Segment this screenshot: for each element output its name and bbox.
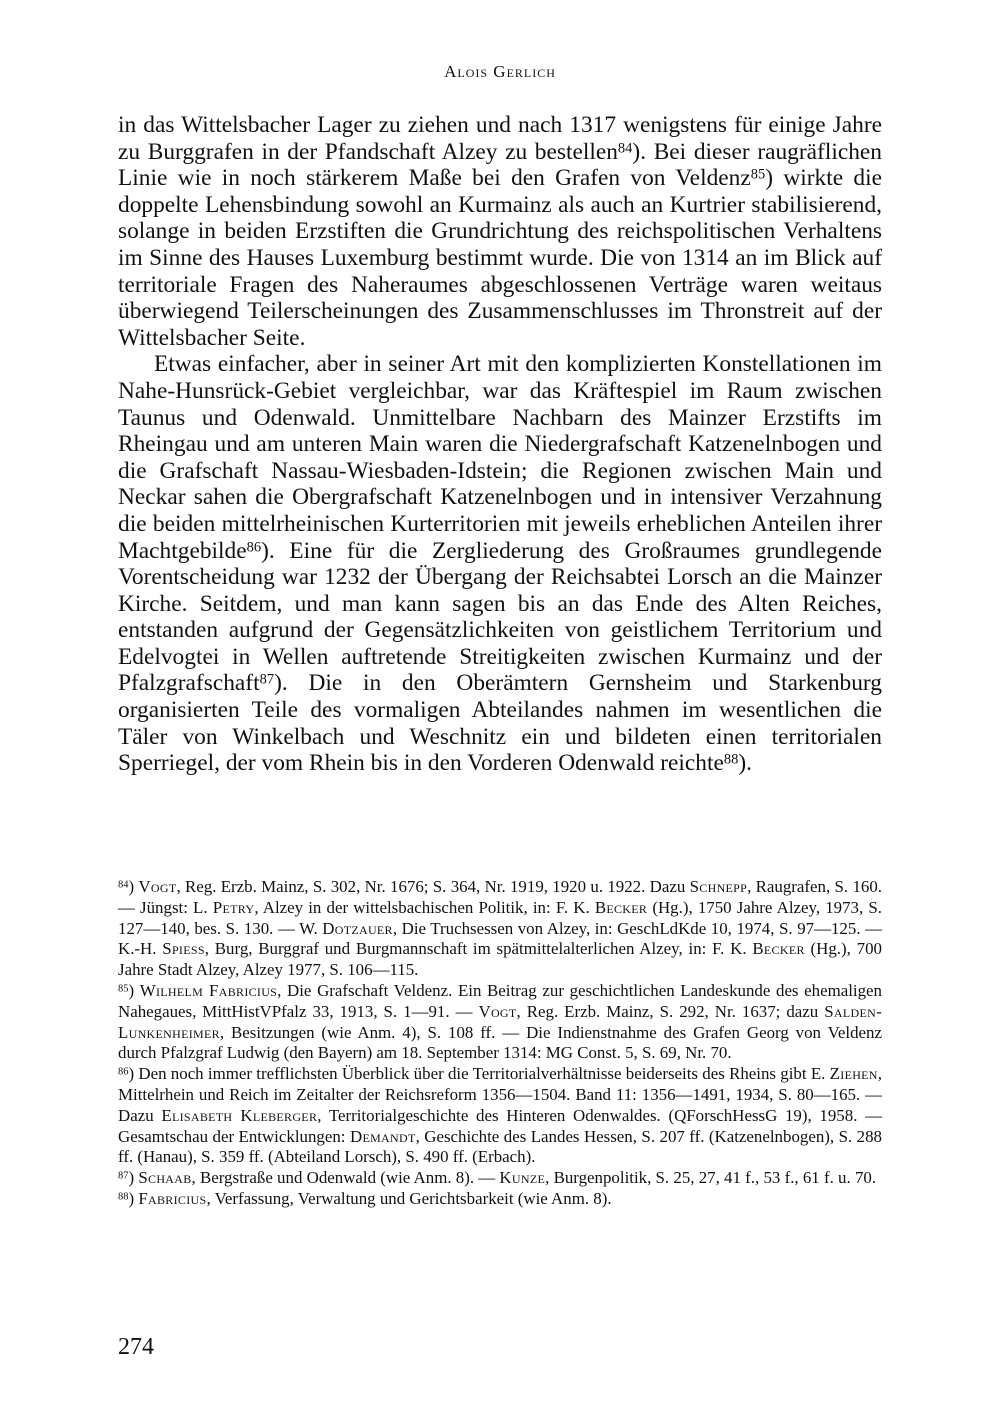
footnote-text: , Reg. Erzb. Mainz, S. 292, Nr. 1637; dazu	[516, 1001, 825, 1021]
footnote-text: , Besitzungen (wie Anm. 4), S. 108 ff. — Die Indienstnahme des Grafen Georg von Veldenz durch Pfalzgraf Ludwig (den Bayern) am 18. September 1314: MG Const. 5, S. 69, Nr. 70.	[118, 1022, 882, 1063]
author-name: Elisabeth Kleberger	[161, 1105, 318, 1125]
footnote-87	[118, 1168, 882, 1189]
footnote-84	[118, 877, 882, 981]
footnote-ref[interactable]: 87	[259, 671, 275, 688]
footnote-mark: 87	[118, 1170, 129, 1182]
footnote-text: , Territorialgeschichte des Hinteren Odenwaldes. (QForschHessG 19), 1958. — Gesamtschau der Entwicklungen:	[118, 1105, 882, 1146]
author-name: Spiess	[162, 939, 205, 959]
main-text	[118, 112, 882, 777]
author-name: Kunze	[499, 1168, 546, 1188]
author-name: Ziehen	[829, 1064, 878, 1084]
paragraph	[118, 351, 882, 777]
footnote-text: (Hg.), 1750 Jahre Alzey, 1973, S. 127—140, bes. S. 130. — W.	[118, 897, 882, 938]
footnote-mark: 86	[118, 1066, 129, 1078]
text-run: ). Bei dieser raugräflichen Linie wie in noch stärkerem Maße bei den Grafen von Veldenz	[118, 138, 882, 192]
author-name: Becker	[752, 939, 805, 959]
footnote-text: , Raugrafen, S. 160. — Jüngst: L.	[118, 877, 882, 917]
footnote-text: , Geschichte des Landes Hessen, S. 207 ff. (Katzenelnbogen), S. 288 ff. (Hanau), S. 359 ff. (Abteiland Lorsch), S. 490 ff. (Erbach).	[118, 1126, 882, 1167]
footnote-text: , Die Truchsessen von Alzey, in: GeschLdKde 10, 1974, S. 97—125. — K.-H.	[118, 918, 882, 959]
author-name: Wilhelm Fabricius	[139, 980, 278, 1000]
footnote-text: ) Den noch immer trefflichsten Überblick über die Territorialverhältnisse beiderseits des Rheins gibt E.	[128, 1064, 830, 1084]
text-run: in das Wittelsbacher Lager zu ziehen und nach 1317 wenigstens für einige Jahre zu Burggrafen in der Pfandschaft Alzey zu bestellen	[118, 112, 882, 165]
running-head: Alois Gerlich	[444, 62, 556, 81]
footnote-86	[118, 1064, 882, 1168]
footnote-ref[interactable]: 84	[617, 140, 633, 157]
text-run: ).	[738, 750, 752, 777]
footnote-text: , Burgenpolitik, S. 25, 27, 41 f., 53 f., 61 f. u. 70.	[545, 1168, 877, 1188]
footnote-text: , Burg, Burggraf und Burgmannschaft im spätmittelalterlichen Alzey, in: F. K.	[204, 939, 753, 959]
author-name: Schnepp	[689, 877, 748, 896]
footnote-mark: 88	[118, 1191, 129, 1203]
author-name: Salden-Lunkenheimer	[118, 1001, 882, 1042]
footnote-85	[118, 981, 882, 1064]
paragraph	[118, 112, 882, 351]
footnote-text: , Bergstraße und Odenwald (wie Anm. 8). —	[191, 1168, 500, 1188]
author-name: Vogt	[478, 1001, 517, 1021]
page-number: 274	[118, 1334, 154, 1360]
footnote-ref[interactable]: 86	[246, 538, 262, 555]
footnote-mark: 84	[118, 879, 129, 891]
footnote-text: )	[128, 1168, 139, 1188]
footnote-mark: 85	[118, 983, 129, 995]
footnote-text: , Die Grafschaft Veldenz. Ein Beitrag zur geschichtlichen Landeskunde des ehemaligen Nahegaues, MittHistVPfalz 33, 1913, S. 1—91. —	[118, 980, 882, 1021]
author-name: Petry	[212, 897, 255, 917]
footnote-text: )	[128, 1188, 139, 1208]
author-name: Fabricius	[138, 1188, 207, 1208]
footnote-text: , Reg. Erzb. Mainz, S. 302, Nr. 1676; S. 364, Nr. 1919, 1920 u. 1922. Dazu	[176, 877, 690, 896]
text-run: ) wirkte die doppelte Lehensbindung sowohl an Kurmainz als auch an Kurtrier stabilisierend, solange in beiden Erzstiften die Grundrichtung des reichspolitischen Verhaltens im Sinne des Hauses Luxemburg bestimmt wurde. Die von 1314 an im Blick auf territoriale Fragen des Naheraumes abgeschlossenen Verträge waren weitaus überwiegend Teilerscheinungen des Zusammenschlusses im Thronstreit auf der Wittelsbacher Seite.	[118, 165, 882, 351]
author-name: Becker	[594, 897, 648, 917]
author-name: Demandt	[349, 1126, 416, 1146]
footnote-text: (Hg.), 700 Jahre Stadt Alzey, Alzey 1977, S. 106—115.	[118, 939, 882, 980]
author-name: Vogt	[138, 877, 177, 896]
author-name: Schaab	[138, 1168, 192, 1188]
footnote-text: )	[128, 877, 139, 896]
footnotes	[118, 877, 882, 1210]
footnote-text: , Verfassung, Verwaltung und Gerichtsbarkeit (wie Anm. 8).	[206, 1188, 612, 1208]
footnote-text: )	[128, 980, 140, 1000]
text-run: ). Die in den Oberämtern Gernsheim und Starkenburg organisierten Teile des vormaligen Abteilandes nahmen im wesentlichen die Täler von Winkelbach und Weschnitz ein und bildeten einen territorialen Sperriegel, der vom Rhein bis in den Vorderen Odenwald reichte	[118, 670, 882, 777]
footnote-ref[interactable]: 88	[723, 751, 739, 768]
text-run: Etwas einfacher, aber in seiner Art mit den komplizierten Konstellationen im Nahe-Hunsrück-Gebiet vergleichbar, war das Kräftespiel im Raum zwischen Taunus und Odenwald. Unmittelbare Nachbarn des Mainzer Erzstifts im Rheingau und am unteren Main waren die Niedergrafschaft Katzenelnbogen und die Grafschaft Nassau-Wiesbaden-Idstein; die Regionen zwischen Main und Neckar sahen die Obergrafschaft Katzenelnbogen und in intensiver Verzahnung die beiden mittelrheinischen Kurterritorien mit jeweils erheblichen Anteilen ihrer Machtgebilde	[118, 351, 882, 564]
footnote-text: , Alzey in der wittelsbachischen Politik, in: F. K.	[254, 897, 595, 917]
footnote-88	[118, 1189, 882, 1210]
footnote-text: , Mittelrhein und Reich im Zeitalter der Reichsreform 1356—1504. Band 11: 1356—1491, 1934, S. 80—165. — Dazu	[118, 1064, 882, 1125]
text-run: ). Eine für die Zergliederung des Großraumes grundlegende Vorentscheidung war 1232 der Übergang der Reichsabtei Lorsch an die Mainzer Kirche. Seitdem, und man kann sagen bis an das Ende des Alten Reiches, entstanden aufgrund der Gegensätzlichkeiten von geistlichem Territorium und Edelvogtei in Wellen auftretende Streitigkeiten zwischen Kurmainz und der Pfalzgrafschaft	[118, 537, 882, 697]
author-name: Dotzauer	[322, 918, 393, 938]
footnote-ref[interactable]: 85	[750, 166, 766, 183]
